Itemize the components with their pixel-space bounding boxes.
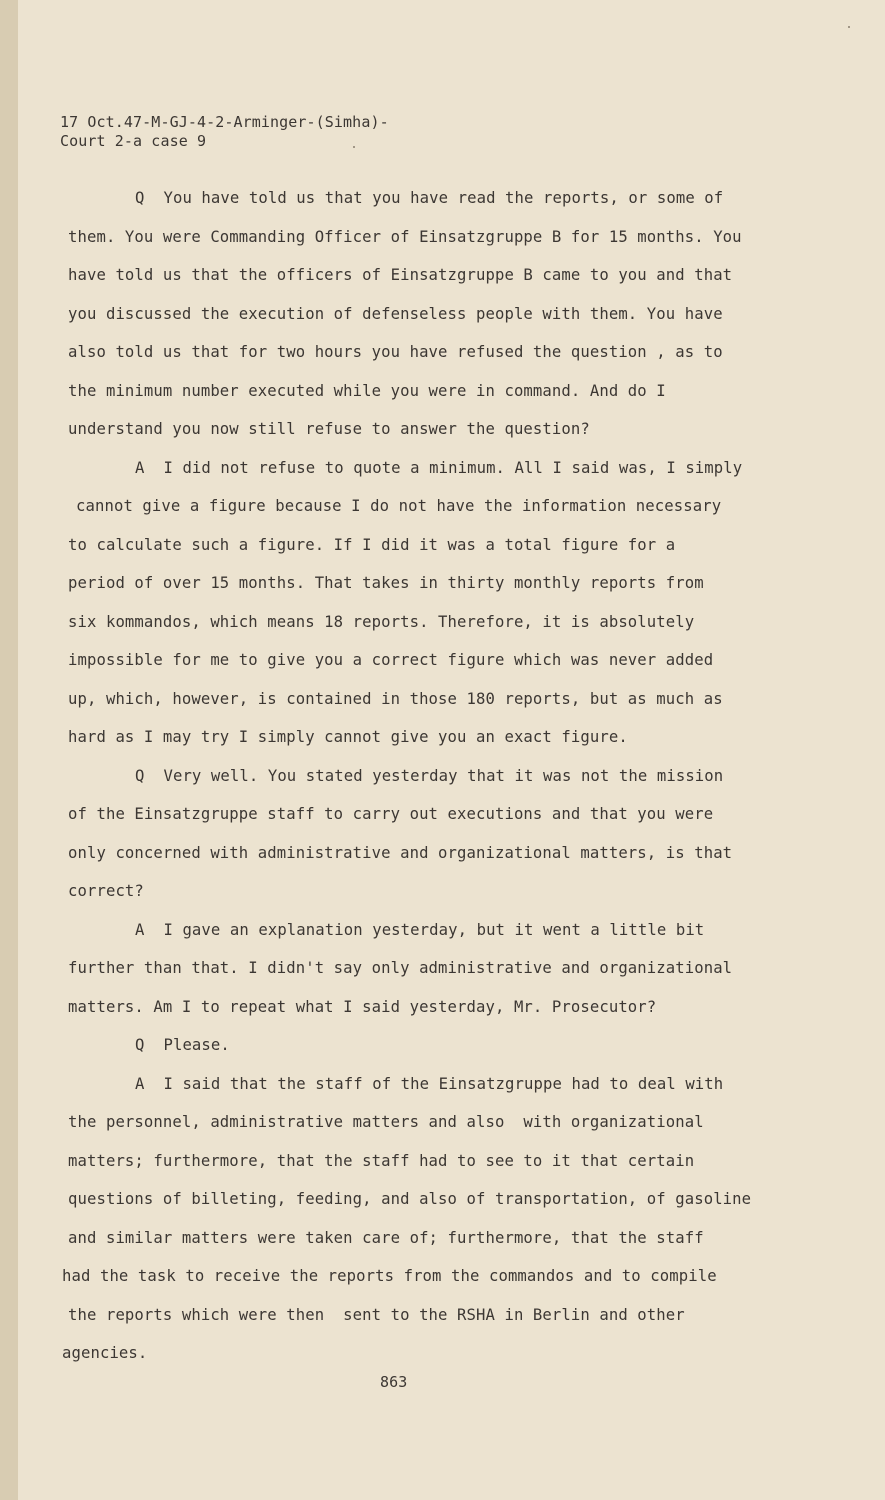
paper-speck bbox=[848, 26, 850, 28]
header-line-2: Court 2-a case 9 bbox=[60, 132, 207, 150]
text-line: correct? bbox=[68, 882, 144, 900]
text-line: Q Very well. You stated yesterday that it was not the mission bbox=[135, 767, 724, 785]
text-line: have told us that the officers of Einsatzgruppe B came to you and that bbox=[68, 266, 733, 284]
text-line: matters; furthermore, that the staff had to see to it that certain bbox=[68, 1152, 695, 1170]
text-line: also told us that for two hours you have refused the question , as to bbox=[68, 343, 723, 361]
text-line: the reports which were then sent to the RSHA in Berlin and other bbox=[68, 1306, 685, 1324]
text-line: A I gave an explanation yesterday, but it went a little bit bbox=[135, 921, 705, 939]
text-line: six kommandos, which means 18 reports. Therefore, it is absolutely bbox=[68, 613, 695, 631]
text-line: the personnel, administrative matters and also with organizational bbox=[68, 1113, 704, 1131]
text-line: agencies. bbox=[62, 1344, 148, 1362]
text-line: had the task to receive the reports from the commandos and to compile bbox=[62, 1267, 717, 1285]
text-line: the minimum number executed while you were in command. And do I bbox=[68, 382, 666, 400]
paper-speck bbox=[353, 146, 355, 148]
text-line: questions of billeting, feeding, and also of transportation, of gasoline bbox=[68, 1190, 752, 1208]
header-line-1: 17 Oct.47-M-GJ-4-2-Arminger-(Simha)- bbox=[60, 113, 389, 131]
text-line: only concerned with administrative and organizational matters, is that bbox=[68, 844, 733, 862]
text-line: them. You were Commanding Officer of Einsatzgruppe B for 15 months. You bbox=[68, 228, 742, 246]
text-line: period of over 15 months. That takes in thirty monthly reports from bbox=[68, 574, 704, 592]
text-line: and similar matters were taken care of; furthermore, that the staff bbox=[68, 1229, 704, 1247]
text-line: understand you now still refuse to answer the question? bbox=[68, 420, 590, 438]
text-line: cannot give a figure because I do not have the information necessary bbox=[76, 497, 722, 515]
text-line: A I said that the staff of the Einsatzgruppe had to deal with bbox=[135, 1075, 724, 1093]
text-line: up, which, however, is contained in those 180 reports, but as much as bbox=[68, 690, 723, 708]
text-line: Q Please. bbox=[135, 1036, 230, 1054]
text-line: further than that. I didn't say only administrative and organizational bbox=[68, 959, 733, 977]
text-line: matters. Am I to repeat what I said yesterday, Mr. Prosecutor? bbox=[68, 998, 657, 1016]
text-line: of the Einsatzgruppe staff to carry out executions and that you were bbox=[68, 805, 714, 823]
page-edge bbox=[0, 0, 18, 1500]
text-line: A I did not refuse to quote a minimum. All I said was, I simply bbox=[135, 459, 743, 477]
text-line: impossible for me to give you a correct figure which was never added bbox=[68, 651, 714, 669]
text-line: hard as I may try I simply cannot give you an exact figure. bbox=[68, 728, 628, 746]
page-number: 863 bbox=[380, 1373, 408, 1391]
text-line: to calculate such a figure. If I did it was a total figure for a bbox=[68, 536, 676, 554]
text-line: you discussed the execution of defenseless people with them. You have bbox=[68, 305, 723, 323]
text-line: Q You have told us that you have read the reports, or some of bbox=[135, 189, 724, 207]
